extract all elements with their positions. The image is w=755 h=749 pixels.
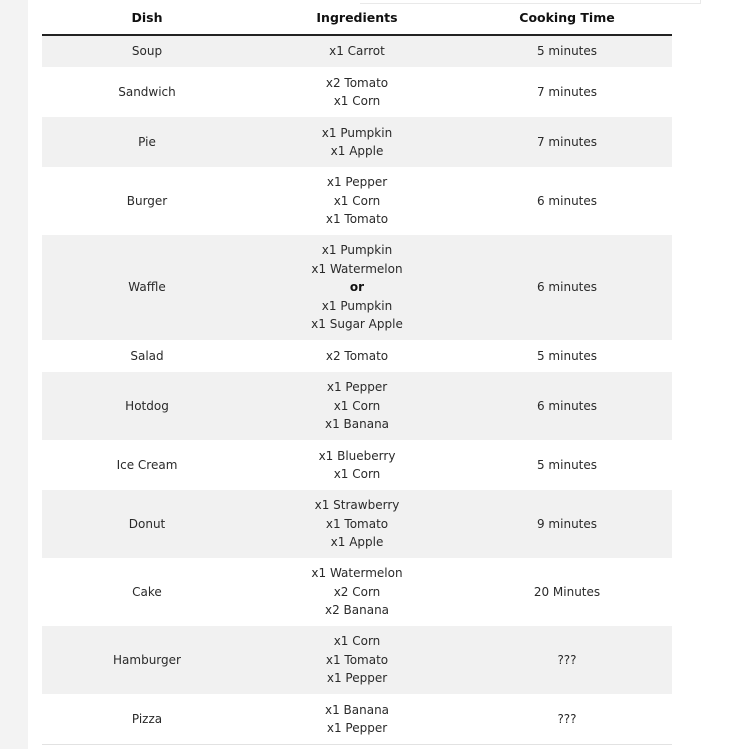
ingredient-item: x1 Sugar Apple bbox=[311, 317, 403, 332]
ingredient-item: x1 Pumpkin bbox=[321, 243, 393, 258]
ingredient-item: x1 Watermelon bbox=[311, 261, 403, 276]
dish-cell: Hamburger bbox=[42, 626, 252, 694]
ingredient-item: x1 Watermelon bbox=[311, 566, 403, 581]
dish-cell: Donut bbox=[42, 490, 252, 558]
header-ingredients: Ingredients bbox=[252, 0, 462, 35]
ingredient-item: x1 Apple bbox=[330, 535, 384, 550]
ingredients-cell bbox=[252, 372, 462, 440]
dish-cell: Hotdog bbox=[42, 372, 252, 440]
ingredient-item: x1 Corn bbox=[333, 634, 381, 649]
left-gutter bbox=[0, 0, 28, 749]
dish-cell: Ice Cream bbox=[42, 440, 252, 490]
dish-cell: Burger bbox=[42, 167, 252, 235]
ingredient-item: x1 Banana bbox=[324, 417, 390, 432]
ingredients-cell bbox=[252, 340, 462, 372]
ingredient-item: x2 Corn bbox=[333, 584, 381, 599]
cooking-time-cell: 5 minutes bbox=[462, 440, 672, 490]
dish-cell: Waffle bbox=[42, 235, 252, 340]
header-cooking-time: Cooking Time bbox=[462, 0, 672, 35]
recipes-table bbox=[42, 0, 672, 744]
ingredient-item: x1 Banana bbox=[324, 702, 390, 717]
table-row bbox=[42, 490, 672, 558]
ingredients-cell bbox=[252, 167, 462, 235]
ingredient-item: x1 Pepper bbox=[326, 380, 388, 395]
ingredient-item: x1 Tomato bbox=[325, 516, 389, 531]
table-row bbox=[42, 67, 672, 117]
ingredient-item: x1 Pumpkin bbox=[321, 298, 393, 313]
ingredient-item: x1 Pepper bbox=[326, 721, 388, 735]
ingredient-item: x1 Pepper bbox=[326, 175, 388, 190]
dish-cell: Soup bbox=[42, 35, 252, 67]
cooking-time-cell: 6 minutes bbox=[462, 235, 672, 340]
cooking-time-cell: 7 minutes bbox=[462, 117, 672, 167]
ingredients-cell bbox=[252, 440, 462, 490]
ingredient-item: x1 Tomato bbox=[325, 212, 389, 227]
cooking-time-cell: 6 minutes bbox=[462, 167, 672, 235]
ingredient-item: x1 Strawberry bbox=[314, 498, 400, 513]
cooking-time-cell: 7 minutes bbox=[462, 67, 672, 117]
table-row bbox=[42, 35, 672, 67]
bottom-divider bbox=[42, 744, 672, 745]
ingredients-cell bbox=[252, 67, 462, 117]
ingredient-item: x1 Carrot bbox=[329, 44, 385, 59]
ingredient-item: x2 Tomato bbox=[325, 75, 389, 90]
ingredients-cell bbox=[252, 558, 462, 626]
ingredient-item: x1 Pepper bbox=[326, 671, 388, 686]
dish-cell: Pie bbox=[42, 117, 252, 167]
ingredient-item: x1 Corn bbox=[333, 94, 381, 108]
cooking-time-cell: ??? bbox=[462, 694, 672, 744]
ingredient-item: x1 Apple bbox=[330, 144, 384, 158]
top-divider-edge bbox=[700, 0, 701, 4]
table-header bbox=[42, 0, 672, 35]
ingredient-item: x1 Corn bbox=[333, 398, 381, 413]
ingredient-item: x1 Blueberry bbox=[318, 448, 396, 463]
table-body bbox=[42, 35, 672, 744]
table-row bbox=[42, 372, 672, 440]
ingredient-item: x2 Banana bbox=[324, 603, 390, 618]
table-row bbox=[42, 626, 672, 694]
table-row bbox=[42, 235, 672, 340]
ingredient-item: x1 Pumpkin bbox=[321, 125, 393, 140]
ingredients-cell bbox=[252, 694, 462, 744]
dish-cell: Sandwich bbox=[42, 67, 252, 117]
table-row bbox=[42, 167, 672, 235]
header-dish: Dish bbox=[42, 0, 252, 35]
table-row bbox=[42, 440, 672, 490]
ingredients-cell bbox=[252, 235, 462, 340]
table-row bbox=[42, 694, 672, 744]
dish-cell: Cake bbox=[42, 558, 252, 626]
header-row bbox=[42, 0, 672, 35]
ingredients-cell bbox=[252, 35, 462, 67]
ingredients-cell bbox=[252, 117, 462, 167]
table-row bbox=[42, 558, 672, 626]
cooking-time-cell: 20 Minutes bbox=[462, 558, 672, 626]
ingredient-item: x2 Tomato bbox=[325, 348, 389, 363]
ingredients-cell bbox=[252, 626, 462, 694]
dish-cell: Pizza bbox=[42, 694, 252, 744]
ingredient-item: x1 Corn bbox=[333, 193, 381, 208]
table-row bbox=[42, 340, 672, 372]
cooking-time-cell: 5 minutes bbox=[462, 340, 672, 372]
ingredient-separator: or bbox=[349, 280, 365, 295]
ingredient-item: x1 Corn bbox=[333, 467, 381, 481]
cooking-time-cell: 6 minutes bbox=[462, 372, 672, 440]
ingredients-cell bbox=[252, 490, 462, 558]
cooking-time-cell: 5 minutes bbox=[462, 35, 672, 67]
ingredient-item: x1 Tomato bbox=[325, 652, 389, 667]
cooking-time-cell: ??? bbox=[462, 626, 672, 694]
cooking-time-cell: 9 minutes bbox=[462, 490, 672, 558]
dish-cell: Salad bbox=[42, 340, 252, 372]
table-row bbox=[42, 117, 672, 167]
